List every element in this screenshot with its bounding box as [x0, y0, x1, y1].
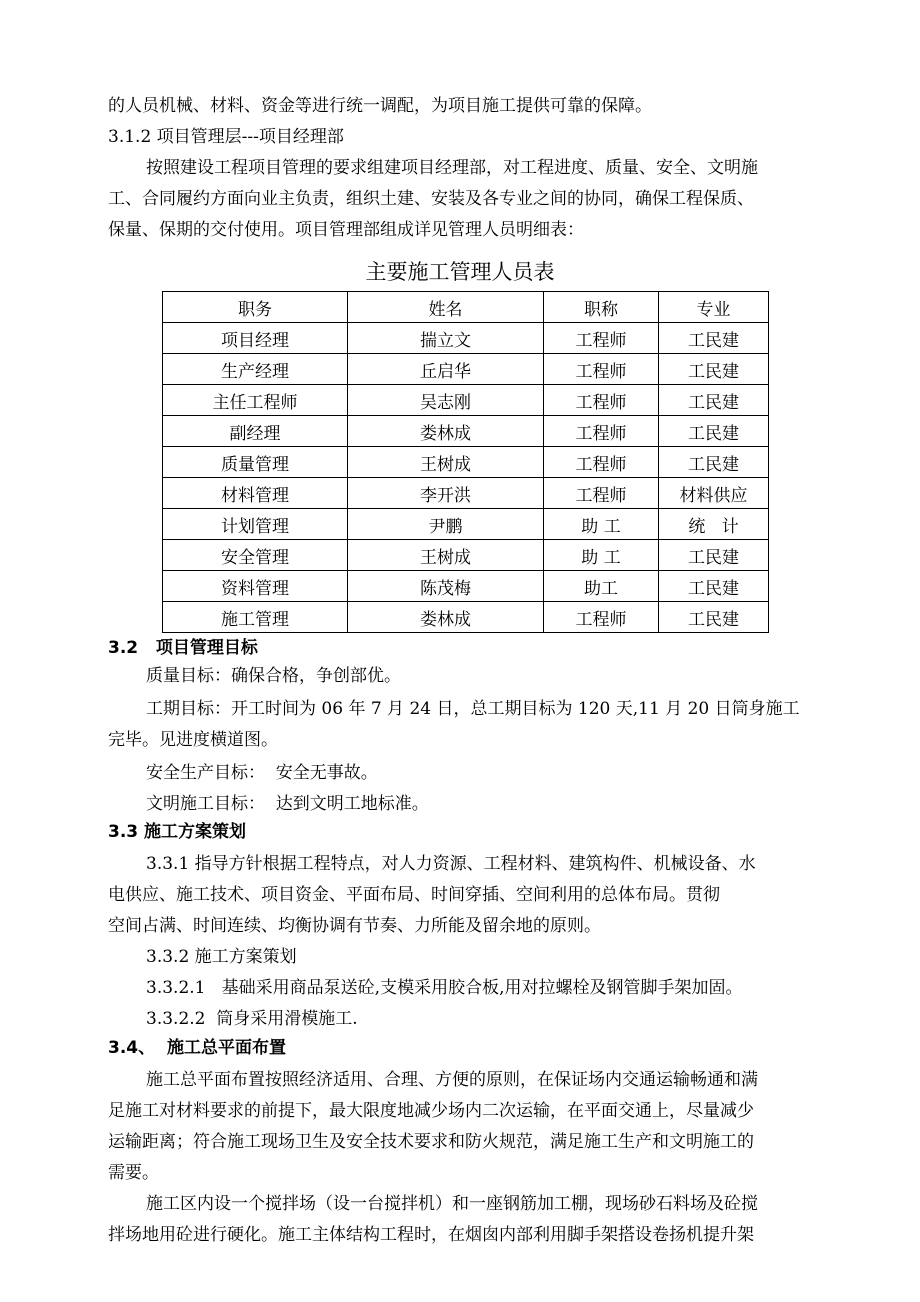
cell-position: 副经理 — [163, 416, 348, 447]
cell-name: 李开洪 — [348, 478, 544, 509]
cell-specialty: 工民建 — [659, 354, 769, 385]
table-row — [163, 602, 769, 633]
cell-title: 工程师 — [544, 385, 659, 416]
cell-position: 施工管理 — [163, 602, 348, 633]
cell-specialty: 工民建 — [659, 571, 769, 602]
cell-name: 娄林成 — [348, 602, 544, 633]
paragraph-line: 工、合同履约方面向业主负责，组织土建、安装及各专业之间的协同，确保工程保质、 — [108, 189, 754, 209]
paragraph-line: 按照建设工程项目管理的要求组建项目经理部，对工程进度、质量、安全、文明施 — [146, 158, 758, 178]
paragraph-line: 安全生产目标： 安全无事故。 — [146, 763, 378, 783]
table-row — [163, 416, 769, 447]
cell-title: 助工 — [544, 571, 659, 602]
section-heading-3-4: 3.4、 施工总平面布置 — [108, 1038, 286, 1058]
header-title: 职称 — [544, 292, 659, 323]
cell-name: 丘启华 — [348, 354, 544, 385]
cell-position: 资料管理 — [163, 571, 348, 602]
table-header-row — [163, 292, 769, 323]
header-name: 姓名 — [348, 292, 544, 323]
cell-specialty: 工民建 — [659, 416, 769, 447]
paragraph-line: 完毕。见进度横道图。 — [108, 730, 278, 750]
table-row — [163, 571, 769, 602]
table-row — [163, 540, 769, 571]
cell-position: 生产经理 — [163, 354, 348, 385]
paragraph-line: 施工总平面布置按照经济适用、合理、方便的原则，在保证场内交通运输畅通和满 — [146, 1070, 758, 1090]
cell-position: 计划管理 — [163, 509, 348, 540]
cell-title: 工程师 — [544, 416, 659, 447]
paragraph-line: 的人员机械、材料、资金等进行统一调配，为项目施工提供可靠的保障。 — [108, 96, 652, 116]
cell-name: 吴志刚 — [348, 385, 544, 416]
paragraph-line: 施工区内设一个搅拌场（设一台搅拌机）和一座钢筋加工棚，现场砂石料场及砼搅 — [146, 1194, 758, 1214]
table-title: 主要施工管理人员表 — [365, 260, 555, 284]
cell-title: 助 工 — [544, 509, 659, 540]
cell-specialty: 工民建 — [659, 540, 769, 571]
cell-position: 主任工程师 — [163, 385, 348, 416]
paragraph-line: 3.3.1 指导方针根据工程特点，对人力资源、工程材料、建筑构件、机械设备、水 — [146, 854, 756, 874]
subsection-heading-3-1-2: 3.1.2 项目管理层---项目经理部 — [108, 127, 344, 147]
cell-title: 工程师 — [544, 478, 659, 509]
cell-name: 王树成 — [348, 540, 544, 571]
cell-name: 尹鹏 — [348, 509, 544, 540]
table-row — [163, 323, 769, 354]
paragraph-line: 工期目标：开工时间为 06 年 7 月 24 日，总工期目标为 120 天,11 月 20 日筒身施工 — [146, 699, 800, 719]
table-row — [163, 478, 769, 509]
paragraph-line: 空间占满、时间连续、均衡协调有节奏、力所能及留余地的原则。 — [108, 916, 601, 936]
paragraph-line: 足施工对材料要求的前提下，最大限度地减少场内二次运输，在平面交通上，尽量减少 — [108, 1101, 754, 1121]
table-row — [163, 385, 769, 416]
header-position: 职务 — [163, 292, 348, 323]
cell-position: 安全管理 — [163, 540, 348, 571]
cell-name: 揣立文 — [348, 323, 544, 354]
cell-title: 工程师 — [544, 354, 659, 385]
header-specialty: 专业 — [659, 292, 769, 323]
cell-specialty: 工民建 — [659, 602, 769, 633]
paragraph-line: 需要。 — [108, 1163, 159, 1183]
section-heading-3-2: 3.2 项目管理目标 — [108, 638, 258, 658]
cell-title: 工程师 — [544, 602, 659, 633]
cell-title: 工程师 — [544, 323, 659, 354]
paragraph-line: 3.3.2.2 筒身采用滑模施工. — [146, 1009, 358, 1029]
cell-specialty: 统 计 — [659, 509, 769, 540]
paragraph-line: 电供应、施工技术、项目资金、平面布局、时间穿插、空间利用的总体布局。贯彻 — [108, 885, 720, 905]
paragraph-line: 拌场地用砼进行硬化。施工主体结构工程时，在烟囱内部利用脚手架搭设卷扬机提升架 — [108, 1225, 754, 1245]
table-row — [163, 447, 769, 478]
paragraph-line: 保量、保期的交付使用。项目管理部组成详见管理人员明细表： — [108, 220, 584, 240]
cell-name: 王树成 — [348, 447, 544, 478]
cell-specialty: 工民建 — [659, 447, 769, 478]
cell-specialty: 工民建 — [659, 385, 769, 416]
cell-name: 陈茂梅 — [348, 571, 544, 602]
paragraph-line: 3.3.2.1 基础采用商品泵送砼,支模采用胶合板,用对拉螺栓及钢管脚手架加固。 — [146, 978, 743, 998]
table-row — [163, 509, 769, 540]
cell-position: 材料管理 — [163, 478, 348, 509]
staff-table — [162, 291, 769, 633]
paragraph-line: 运输距离；符合施工现场卫生及安全技术要求和防火规范，满足施工生产和文明施工的 — [108, 1132, 754, 1152]
paragraph-line: 3.3.2 施工方案策划 — [146, 947, 297, 967]
cell-position: 质量管理 — [163, 447, 348, 478]
paragraph-line: 文明施工目标： 达到文明工地标准。 — [146, 794, 429, 814]
cell-title: 工程师 — [544, 447, 659, 478]
cell-title: 助 工 — [544, 540, 659, 571]
cell-position: 项目经理 — [163, 323, 348, 354]
cell-specialty: 工民建 — [659, 323, 769, 354]
section-heading-3-3: 3.3 施工方案策划 — [108, 822, 247, 842]
cell-name: 娄林成 — [348, 416, 544, 447]
table-row — [163, 354, 769, 385]
paragraph-line: 质量目标：确保合格，争创部优。 — [146, 666, 401, 686]
cell-specialty: 材料供应 — [659, 478, 769, 509]
